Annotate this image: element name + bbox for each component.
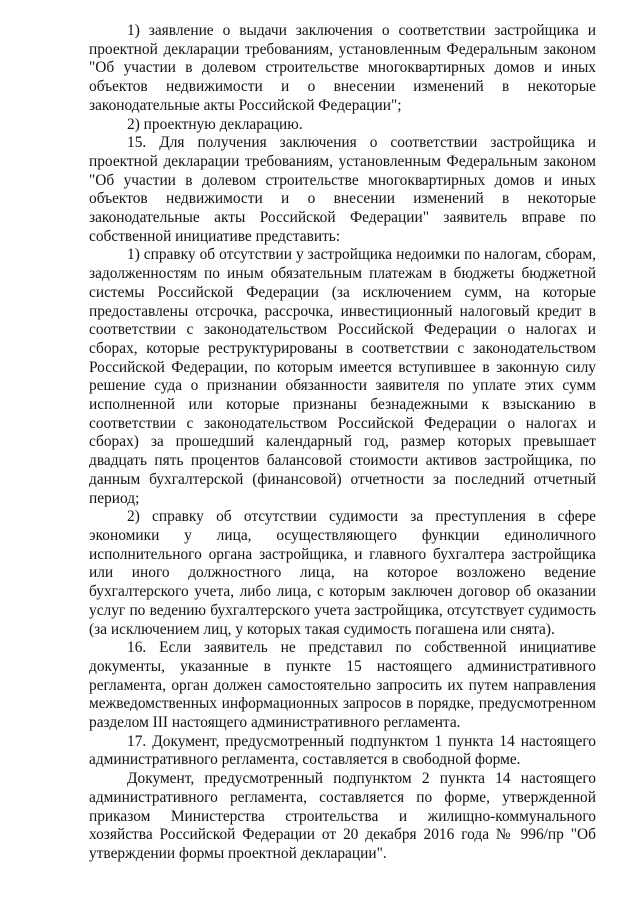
paragraph-clause-17-continued: Документ, предусмотренный подпунктом 2 пункта 14 настоящего административного регламента, составляется по форме, утвержденной приказом Министерства строительства и жилищно-коммунального хозяйства Российской Федерации от 20 декабря 2016 года № 996/пр "Об утверждении формы проектной декларации". [89, 770, 596, 862]
paragraph-clause-15: 15. Для получения заключения о соответствии застройщика и проектной декларации требованиям, установленным Федеральным законом "Об участии в долевом строительстве многоквартирных домов и иных объектов недвижимости и о внесении изменений в некоторые законодательные акты Российской Федерации" заявитель вправе по собственной инициативе представить: [89, 134, 596, 245]
paragraph-item-2-declaration: 2) проектную декларацию. [127, 115, 303, 133]
document-page [89, 22, 596, 864]
paragraph-item-1-application: 1) заявление о выдачи заключения о соответствии застройщика и проектной декларации требованиям, установленным Федеральным законом "Об участии в долевом строительстве многоквартирных домов и иных объектов недвижимости и о внесении изменений в некоторые законодательные акты Российской Федерации"; [89, 22, 596, 114]
paragraph-clause-17: 17. Документ, предусмотренный подпунктом 1 пункта 14 настоящего административного регламента, составляется в свободной форме. [89, 732, 596, 769]
paragraph-clause-15-item-1: 1) справку об отсутствии у застройщика недоимки по налогам, сборам, задолженностям по иным обязательным платежам в бюджеты бюджетной системы Российской Федерации (за исключением сумм, на которые предоставлены отсрочка, рассрочка, инвестиционный налоговый кредит в соответствии с законодательством Российской Федерации о налогах и сборах, которые реструктурированы в соответствии с законодательством Российской Федерации, по которым имеется вступившее в законную силу решение суда о признании обязанности заявителя по уплате этих сумм исполненной или которые признаны безнадежными к взысканию в соответствии с законодательством Российской Федерации о налогах и сборах) за прошедший календарный год, размер которых превышает двадцать пять процентов балансовой стоимости активов застройщика, по данным бухгалтерской (финансовой) отчетности за последний отчетный период; [89, 246, 596, 507]
paragraph-clause-15-item-2: 2) справку об отсутствии судимости за преступления в сфере экономики у лица, осуществляющего функции единоличного исполнительного органа застройщика, и главного бухгалтера застройщика или иного должностного лица, на которое возложено ведение бухгалтерского учета, либо лица, с которым заключен договор об оказании услуг по ведению бухгалтерского учета застройщика, отсутствует судимость (за исключением лиц, у которых такая судимость погашена или снята). [89, 508, 596, 638]
paragraph-clause-16: 16. Если заявитель не представил по собственной инициативе документы, указанные в пункте 15 настоящего административного регламента, орган должен самостоятельно запросить их путем направления межведомственных информационных запросов в порядке, предусмотренном разделом III настоящего административного регламента. [89, 639, 596, 732]
